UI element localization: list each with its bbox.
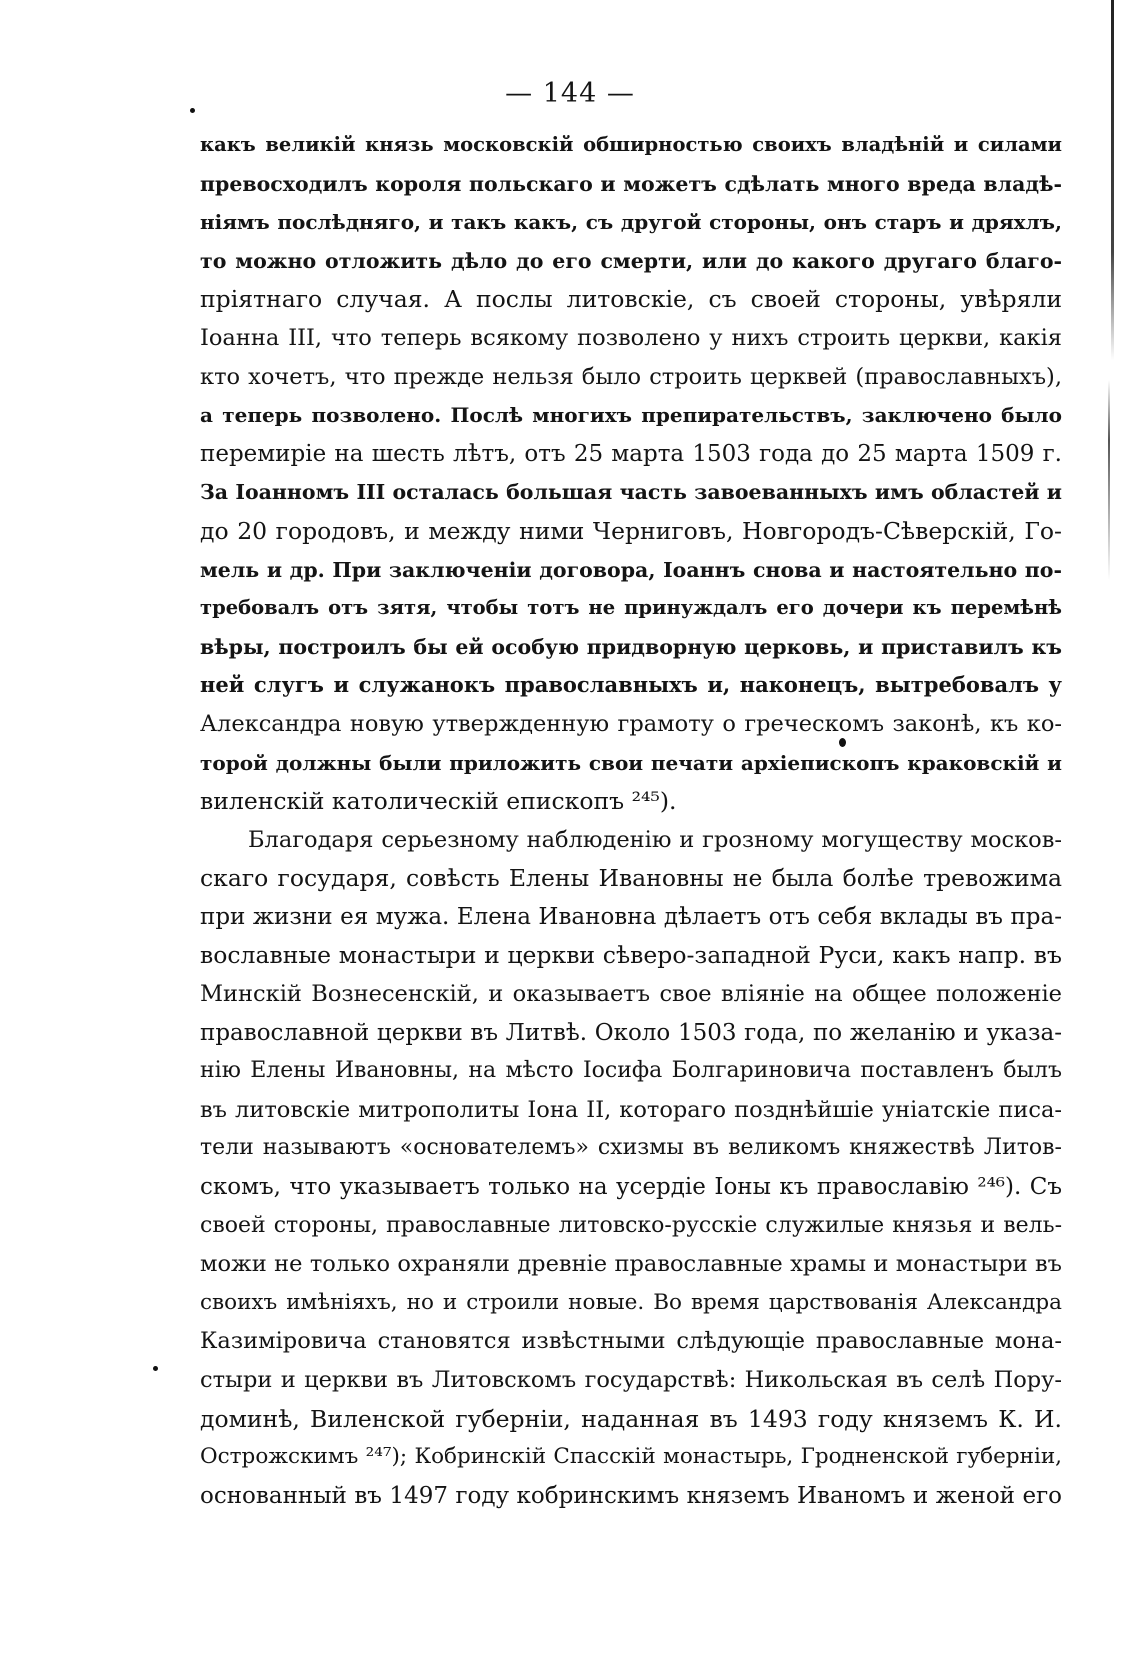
text-line: въ литовскіе митрополиты Іона II, котораго позднѣйшіе уніатскіе писа- — [200, 1096, 1062, 1123]
text-line: Іоанна III, что теперь всякому позволено у нихъ строить церкви, какія — [200, 324, 1062, 351]
text-line: скаго государя, совѣсть Елены Ивановны не была болѣе тревожима — [200, 864, 1062, 893]
text-line: ней слугъ и служанокъ православныхъ и, наконецъ, вытребовалъ у — [200, 672, 1062, 698]
text-line: кто хочетъ, что прежде нельзя было строить церквей (православныхъ), — [200, 363, 1062, 390]
text-line: при жизни ея мужа. Елена Ивановна дѣлаетъ отъ себя вклады въ пра- — [200, 903, 1062, 930]
body-text — [200, 126, 1062, 1515]
text-line: какъ великій князь московскій обширностью своихъ владѣній и силами — [200, 133, 1062, 156]
text-line: вѣры, построилъ бы ей особую придворную церковь, и приставилъ къ — [200, 634, 1062, 659]
text-line: Благодаря серьезному наблюденію и грозному могуществу москов- — [248, 826, 1062, 853]
text-line: нію Елены Ивановны, на мѣсто Іосифа Болгариновича поставленъ былъ — [200, 1058, 1062, 1084]
text-line: можи не только охраняли древніе православные храмы и монастыри въ — [200, 1251, 1062, 1278]
text-line: скомъ, что указываетъ только на усердіе Іоны къ православію ²⁴⁶). Съ — [200, 1174, 1062, 1201]
text-line: а теперь позволено. Послѣ многихъ препирательствъ, заключено было — [200, 403, 1062, 428]
text-line: тели называютъ «основателемъ» схизмы въ великомъ княжествѣ Литов- — [200, 1135, 1062, 1161]
text-line: Острожскимъ ²⁴⁷); Кобринскій Спасскій монастырь, Гродненской губерніи, — [200, 1444, 1062, 1470]
text-line: своей стороны, православные литовско-русскіе служилые князья и вель- — [200, 1212, 1062, 1238]
text-line: ніямъ послѣдняго, и такъ какъ, съ другой стороны, онъ старъ и дряхлъ, — [200, 210, 1062, 235]
text-line: то можно отложить дѣло до его смерти, или до какого другаго благо- — [200, 248, 1062, 273]
text-line: виленскій католическій епископъ ²⁴⁵). — [200, 787, 677, 816]
page-edge-shadow — [1111, 0, 1114, 360]
text-line: превосходилъ короля польскаго и можетъ сдѣлать много вреда владѣ- — [200, 171, 1062, 196]
ink-speck — [839, 738, 846, 747]
text-line: Минскій Вознесенскій, и оказываетъ свое вліяніе на общее положеніе — [200, 981, 1062, 1008]
ink-speck — [153, 1366, 158, 1371]
text-line: стыри и церкви въ Литовскомъ государствѣ: Никольская въ селѣ Пору- — [200, 1367, 1062, 1393]
page-edge-shadow-lower — [1108, 380, 1110, 580]
text-line: основанный въ 1497 году кобринскимъ княземъ Иваномъ и женой его — [200, 1482, 1062, 1509]
text-line: православной церкви въ Литвѣ. Около 1503 года, по желанію и указа- — [200, 1019, 1062, 1046]
text-line: перемиріе на шесть лѣтъ, отъ 25 марта 1503 года до 25 марта 1509 г. — [200, 440, 1062, 467]
text-line: пріятнаго случая. А послы литовскіе, съ своей стороны, увѣряли — [200, 285, 1062, 314]
paragraph-2 — [200, 821, 1062, 1516]
ink-speck — [190, 108, 195, 113]
text-line: За Іоанномъ III осталась большая часть завоеванныхъ имъ областей и — [200, 480, 1062, 505]
text-line: торой должны были приложить свои печати архіепископъ краковскій и — [200, 750, 1062, 775]
text-line: мель и др. При заключеніи договора, Іоаннъ снова и настоятельно по- — [200, 557, 1062, 582]
text-line: требовалъ отъ зятя, чтобы тотъ не принуждалъ его дочери къ перемѣнѣ — [200, 596, 1062, 620]
text-line: доминѣ, Виленской губерніи, наданная въ 1493 году княземъ К. И. — [200, 1404, 1062, 1433]
text-line: Александра новую утвержденную грамоту о греческомъ законѣ, къ ко- — [200, 710, 1062, 737]
text-line: Казиміровича становятся извѣстными слѣдующіе православные мона- — [200, 1328, 1062, 1355]
page-number: — 144 — — [505, 78, 635, 109]
paragraph-1 — [200, 126, 1062, 821]
text-line: своихъ имѣніяхъ, но и строили новые. Во время царствованія Александра — [200, 1289, 1062, 1315]
text-line: до 20 городовъ, и между ними Черниговъ, Новгородъ-Сѣверскій, Го- — [200, 516, 1062, 545]
text-line: вославные монастыри и церкви сѣверо-западной Руси, какъ напр. въ — [200, 941, 1062, 970]
